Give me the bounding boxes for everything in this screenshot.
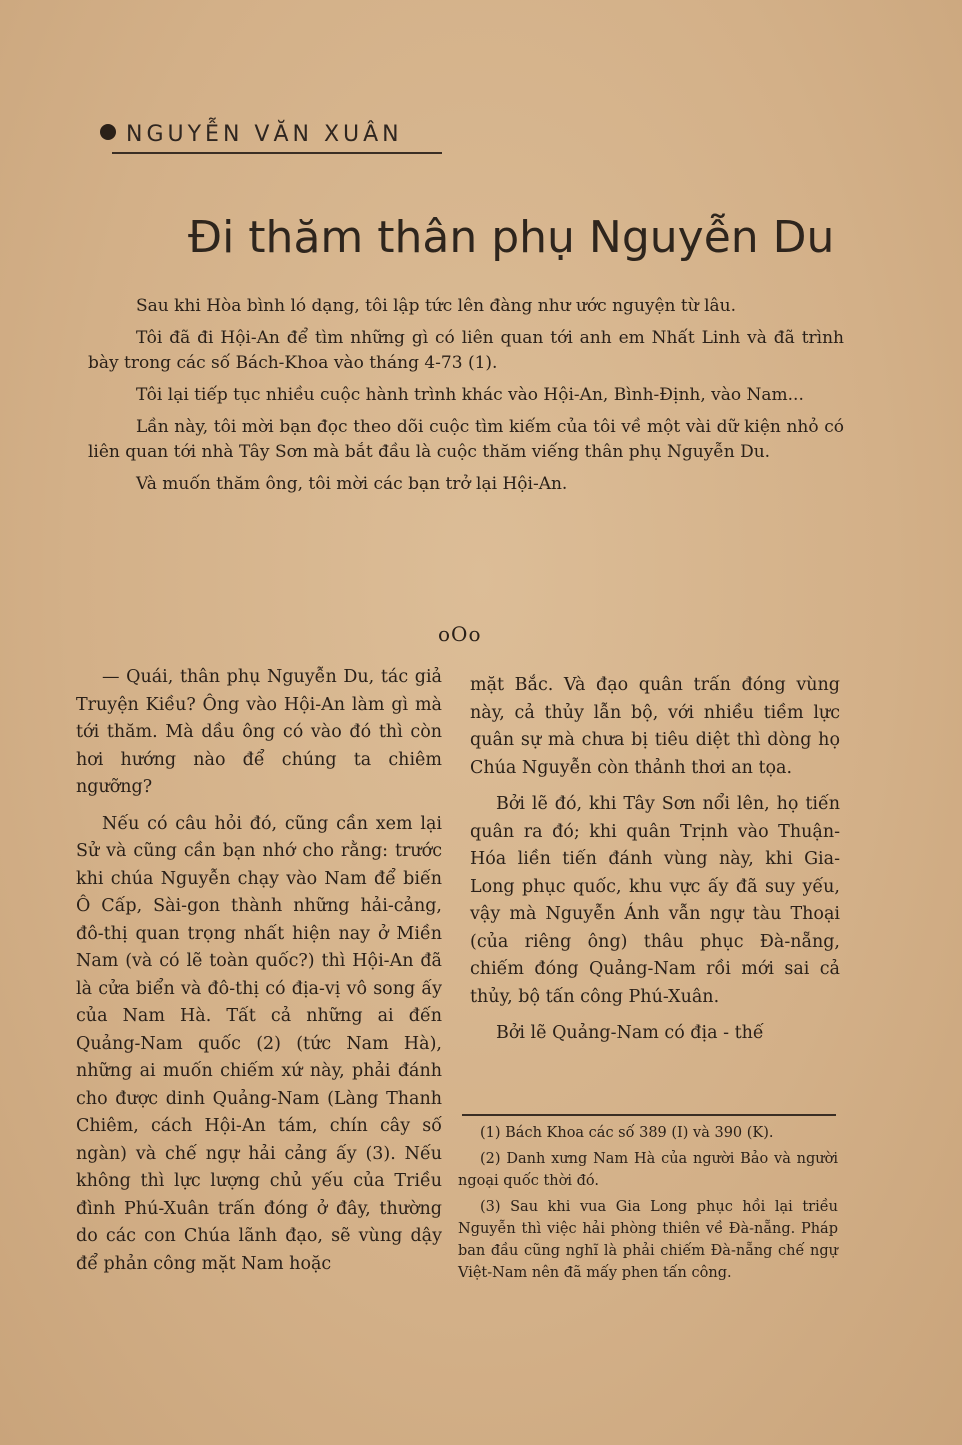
- body-paragraph: — Quái, thân phụ Nguyễn Du, tác giả Truyện Kiều? Ông vào Hội-An làm gì mà tới thăm. Mà dầu ông có vào đó thì còn hơi hướng nào để chúng ta chiêm ngưỡng?: [76, 667, 442, 797]
- section-divider: oOo: [438, 622, 482, 646]
- intro-paragraph: Tôi lại tiếp tục nhiều cuộc hành trình khác vào Hội-An, Bình-Định, vào Nam...: [136, 385, 804, 405]
- footnotes: [458, 1122, 838, 1288]
- intro-section: [88, 294, 844, 504]
- body-paragraph: mặt Bắc. Và đạo quân trấn đóng vùng này, cả thủy lẫn bộ, với nhiều tiềm lực quân sự mà chưa bị tiêu diệt thì dòng họ Chúa Nguyễn còn thảnh thơi an tọa.: [470, 675, 840, 778]
- intro-paragraph: Tôi đã đi Hội-An để tìm những gì có liên quan tới anh em Nhất Linh và đã trình bày trong các số Bách-Khoa vào tháng 4-73 (1).: [88, 328, 844, 373]
- body-paragraph: Nếu có câu hỏi đó, cũng cần xem lại Sử và cũng cần bạn nhớ cho rằng: trước khi chúa Nguyễn chạy vào Nam để biến Ô Cấp, Sài-gon thành những hải-cảng, đô-thị quan trọng nhất hiện nay ở Miền Nam (và có lẽ toàn quốc?) thì Hội-An đã là cửa biển và đô-thị có địa-vị vô song ấy của Nam Hà. Tất cả những ai đến Quảng-Nam quốc (2) (tức Nam Hà), những ai muốn chiếm xứ này, phải đánh cho được dinh Quảng-Nam (Làng Thanh Chiêm, cách Hội-An tám, chín cây số ngàn) và chế ngự hải cảng ấy (3). Nếu không thì lực lượng chủ yếu của Triều đình Phú-Xuân trấn đóng ở đây, thường do các con Chúa lãnh đạo, sẽ vùng dậy để phản công mặt Nam hoặc: [76, 813, 442, 1274]
- author-name: NGUYỄN VĂN XUÂN: [126, 122, 403, 147]
- footnote: (3) Sau khi vua Gia Long phục hồi lại triều Nguyễn thì việc hải phòng thiên về Đà-nẵng. Pháp ban đầu cũng nghĩ là phải chiếm Đà-nẵng chế ngự Việt-Nam nên đã mấy phen tấn công.: [458, 1199, 838, 1281]
- intro-paragraph: Lần này, tôi mời bạn đọc theo dõi cuộc tìm kiếm của tôi về một vài dữ kiện nhỏ có liên quan tới nhà Tây Sơn mà bắt đầu là cuộc thăm viếng thân phụ Nguyễn Du.: [88, 417, 844, 462]
- footnote: (1) Bách Khoa các số 389 (I) và 390 (K).: [480, 1125, 774, 1141]
- intro-paragraph: Sau khi Hòa bình ló dạng, tôi lập tức lên đàng như ước nguyện từ lâu.: [136, 296, 737, 316]
- body-paragraph: Bởi lẽ Quảng-Nam có địa - thế: [496, 1023, 764, 1043]
- author-underline: [112, 152, 442, 154]
- body-paragraph: Bởi lẽ đó, khi Tây Sơn nổi lên, họ tiến quân ra đó; khi quân Trịnh vào Thuận-Hóa liền tiến đánh vùng này, khi Gia-Long phục quốc, khu vực ấy đã suy yếu, vậy mà Nguyễn Ánh vẫn ngự tàu Thoại (của riêng ông) thâu phục Đà-nẵng, chiếm đóng Quảng-Nam rồi mới sai cả thủy, bộ tấn công Phú-Xuân.: [470, 794, 840, 1007]
- bullet-dot-icon: [100, 124, 116, 140]
- footnote-rule: [462, 1114, 836, 1116]
- intro-paragraph: Và muốn thăm ông, tôi mời các bạn trở lại Hội-An.: [136, 474, 568, 494]
- article-title: Đi thăm thân phụ Nguyễn Du: [188, 212, 835, 263]
- right-column: [470, 672, 840, 1057]
- author-byline: [100, 122, 403, 147]
- footnote: (2) Danh xưng Nam Hà của người Bảo và người ngoại quốc thời đó.: [458, 1151, 838, 1189]
- left-column: [76, 664, 442, 1287]
